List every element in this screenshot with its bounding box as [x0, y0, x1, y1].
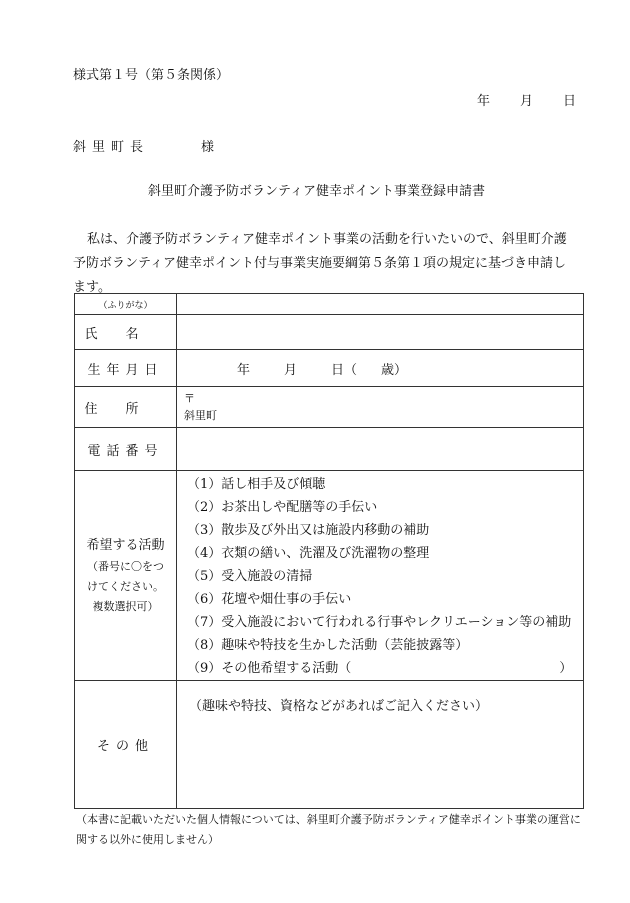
activity-option-6[interactable]: （6）花壇や畑仕事の手伝い — [187, 592, 352, 607]
activity-note-1: （番号に〇をつ — [87, 560, 164, 573]
form-number: 様式第１号（第５条関係） — [73, 68, 230, 83]
date-year-label: 年 — [477, 94, 491, 109]
other-field[interactable] — [177, 681, 584, 809]
activity-option-8[interactable]: （8）趣味や特技を生かした活動（芸能披露等） — [187, 638, 469, 653]
activity-option-1[interactable]: （1）話し相手及び傾聴 — [187, 477, 326, 492]
dob-age-label: 歳） — [381, 362, 408, 378]
dob-month-label: 月 — [284, 362, 298, 378]
postal-mark: 〒 — [184, 392, 195, 405]
activity-option-3[interactable]: （3）散歩及び外出又は施設内移動の補助 — [187, 523, 430, 538]
activity-note-3: 複数選択可） — [92, 600, 159, 613]
dob-label: 生年月日 — [75, 350, 177, 387]
date-day-label: 日 — [563, 94, 577, 109]
furigana-field[interactable] — [177, 294, 584, 315]
privacy-footer: （本書に記載いただいた個人情報については、斜里町介護予防ボランティア健幸ポイント事業の運営に関する以外に使用しません） — [76, 813, 581, 846]
dob-field[interactable] — [177, 350, 584, 387]
dob-day-label: 日（ — [331, 362, 358, 378]
name-label: 氏名 — [75, 315, 177, 350]
addressee — [73, 136, 214, 155]
document-title: 斜里町介護予防ボランティア健幸ポイント事業登録申請書 — [148, 184, 485, 199]
activity-label: 希望する活動 — [86, 538, 165, 553]
activity-option-4[interactable]: （4）衣類の繕い、洗濯及び洗濯物の整理 — [187, 546, 430, 561]
activity-label-cell — [75, 471, 177, 681]
furigana-label: （ふりがな） — [75, 294, 177, 315]
activity-option-7[interactable]: （7）受入施設において行われる行事やレクリエーション等の補助 — [187, 615, 572, 630]
activity-option-9[interactable]: （9）その他希望する活動（ ） — [187, 661, 573, 676]
date-line — [477, 90, 576, 109]
other-label: その他 — [75, 681, 177, 809]
phone-label: 電話番号 — [75, 428, 177, 471]
address-label: 住所 — [75, 387, 177, 428]
activity-option-2[interactable]: （2）お茶出しや配膳等の手伝い — [187, 500, 378, 515]
activity-list — [177, 471, 584, 681]
other-note: （趣味や特技、資格などがあればご記入ください） — [189, 699, 489, 714]
activity-option-5[interactable]: （5）受入施設の清掃 — [187, 569, 313, 584]
address-field[interactable] — [177, 387, 584, 428]
date-month-label: 月 — [520, 94, 534, 109]
intro-paragraph: 私は、介護予防ボランティア健幸ポイント事業の活動を行いたいので、斜里町介護予防ボランティア健幸ポイント付与事業実施要綱第５条第１項の規定に基づき申請します。 — [73, 232, 567, 295]
name-field[interactable] — [177, 315, 584, 350]
activity-note-2: けてください。 — [87, 580, 164, 593]
addressee-name: 斜里町長 — [73, 140, 150, 155]
addressee-suffix: 様 — [201, 140, 215, 155]
dob-year-label: 年 — [237, 362, 251, 378]
phone-field[interactable] — [177, 428, 584, 471]
address-prefix: 斜里町 — [184, 409, 217, 422]
application-form — [74, 293, 584, 809]
